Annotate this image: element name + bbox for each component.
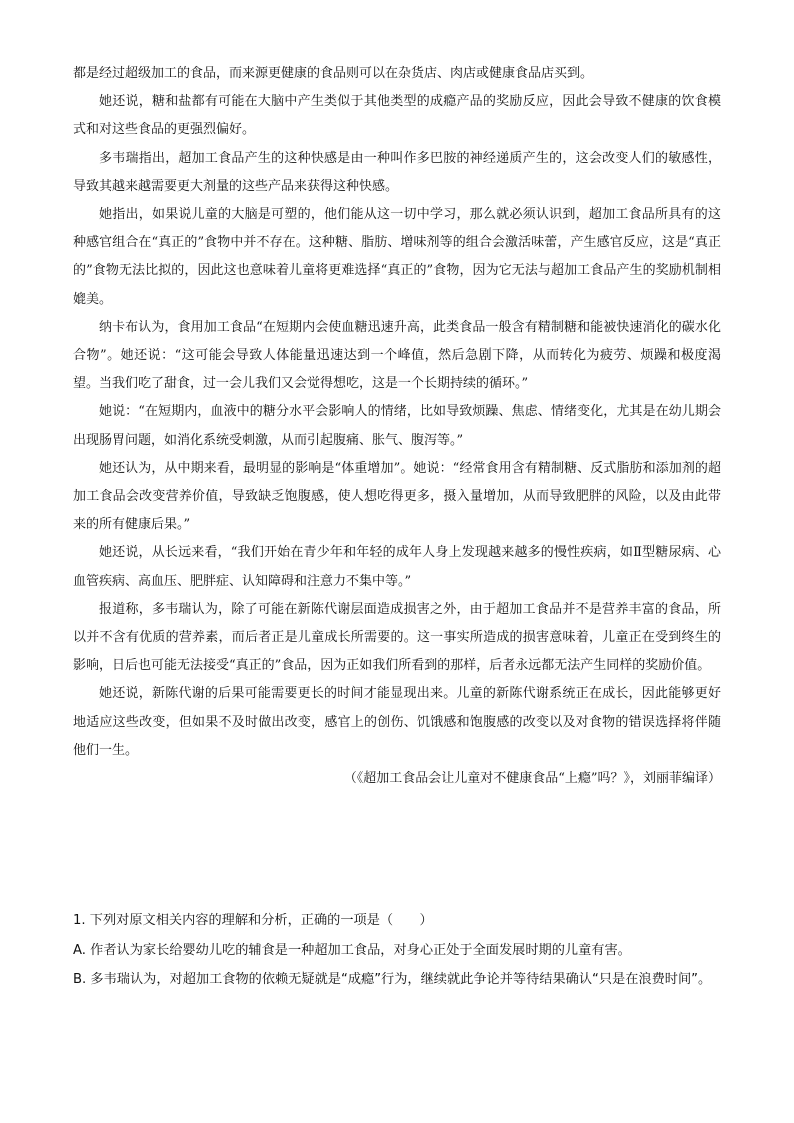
paragraph-2: 她还说，糖和盐都有可能在大脑中产生类似于其他类型的成瘾产品的奖励反应，因此会导致不健康的饮食模式和对这些食品的更强烈偏好。 — [73, 94, 721, 138]
question-block — [73, 906, 721, 995]
paragraph-5: 纳卡布认为，食用加工食品“在短期内会使血糖迅速升高，此类食品一般含有精制糖和能被快速消化的碳水化合物”。她还说：“这可能会导致人体能量迅速达到一个峰值，然后急剧下降，从而转化为疲劳、烦躁和极度渴望。当我们吃了甜食，过一会儿我们又会觉得想吃，这是一个长期持续的循环。” — [73, 319, 721, 392]
paragraph-3: 多韦瑞指出，超加工食品产生的这种快感是由一种叫作多巴胺的神经递质产生的，这会改变人们的敏感性，导致其越来越需要更大剂量的这些产品来获得这种快感。 — [73, 150, 721, 194]
paragraph-7: 她还认为，从中期来看，最明显的影响是“体重增加”。她说：“经常食用含有精制糖、反式脂肪和添加剂的超加工食品会改变营养价值，导致缺乏饱腹感，使人想吃得更多，摄入量增加，从而导致肥胖的风险，以及由此带来的所有健康后果。” — [73, 460, 721, 533]
paragraph-1: 都是经过超级加工的食品，而来源更健康的食品则可以在杂货店、肉店或健康食品店买到。 — [73, 66, 594, 81]
article-source: （《超加工食品会让儿童对不健康食品“上瘾”吗？》，刘丽菲编译） — [343, 771, 721, 787]
paragraph-9: 报道称，多韦瑞认为，除了可能在新陈代谢层面造成损害之外，由于超加工食品并不是营养丰富的食品，所以并不含有优质的营养素，而后者正是儿童成长所需要的。这一事实所造成的损害意味着，儿童正在受到终生的影响，日后也可能无法接受“真正的”食品，因为正如我们所看到的那样，后者永远都无法产生同样的奖励价值。 — [73, 601, 721, 674]
paragraph-10: 她还说，新陈代谢的后果可能需要更长的时间才能显现出来。儿童的新陈代谢系统正在成长，因此能够更好地适应这些改变，但如果不及时做出改变，感官上的创伤、饥饿感和饱腹感的改变以及对食物的错误选择将伴随他们一生。 — [73, 686, 721, 758]
article-body — [73, 60, 721, 793]
question-stem: 1. 下列对原文相关内容的理解和分析，正确的一项是（ ） — [73, 913, 433, 928]
paragraph-4: 她指出，如果说儿童的大脑是可塑的，他们能从这一切中学习，那么就必须认识到，超加工食品所具有的这种感官组合在“真正的”食物中并不存在。这种糖、脂肪、增味剂等的组合会激活味蕾，产生感官反应，这是“真正的”食物无法比拟的，因此这也意味着儿童将更难选择“真正的”食物，因为它无法与超加工食品产生的奖励机制相媲美。 — [73, 207, 721, 307]
option-b: B. 多韦瑞认为，对超加工食物的依赖无疑就是“成瘾”行为，继续就此争论并等待结果确认“只是在浪费时间”。 — [73, 972, 712, 987]
option-a: A. 作者认为家长给婴幼儿吃的辅食是一种超加工食品，对身心正处于全面发展时期的儿童有害。 — [73, 942, 631, 958]
paragraph-6: 她说：“在短期内，血液中的糖分水平会影响人的情绪，比如导致烦躁、焦虑、情绪变化，尤其是在幼儿期会出现肠胃问题，如消化系统受刺激，从而引起腹痛、胀气、腹泻等。” — [73, 404, 721, 448]
paragraph-8: 她还说，从长远来看，“我们开始在青少年和年轻的成年人身上发现越来越多的慢性疾病，如Ⅱ型糖尿病、心血管疾病、高血压、肥胖症、认知障碍和注意力不集中等。” — [73, 545, 721, 589]
